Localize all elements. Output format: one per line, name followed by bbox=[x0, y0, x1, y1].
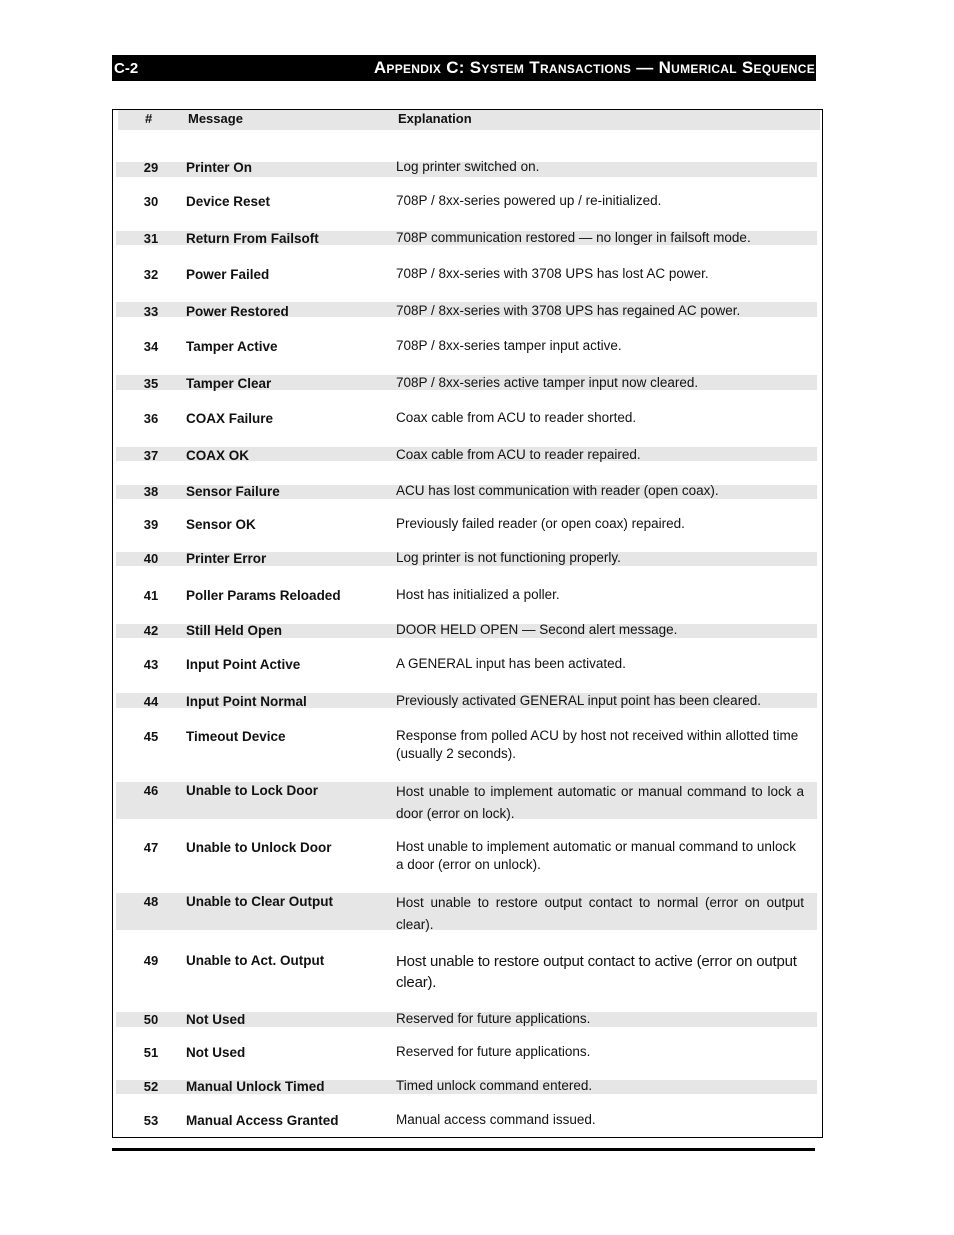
row-explanation: Host has initialized a poller. bbox=[396, 587, 560, 602]
row-number: 50 bbox=[143, 1012, 159, 1027]
row-explanation: Reserved for future applications. bbox=[396, 1011, 591, 1026]
row-explanation: 708P / 8xx-series with 3708 UPS has regained AC power. bbox=[396, 303, 741, 318]
row-message: Unable to Clear Output bbox=[186, 894, 334, 909]
row-explanation: ACU has lost communication with reader (open coax). bbox=[396, 483, 719, 498]
row-explanation: DOOR HELD OPEN — Second alert message. bbox=[396, 622, 678, 637]
row-number: 48 bbox=[143, 894, 159, 909]
row-explanation: Coax cable from ACU to reader repaired. bbox=[396, 447, 641, 462]
row-number: 36 bbox=[143, 411, 159, 426]
row-message: COAX OK bbox=[186, 448, 250, 463]
row-message: Printer On bbox=[186, 160, 253, 175]
row-number: 40 bbox=[143, 551, 159, 566]
row-message: Unable to Unlock Door bbox=[186, 840, 332, 855]
row-message: Not Used bbox=[186, 1012, 246, 1027]
row-message: Power Failed bbox=[186, 267, 270, 282]
row-message: Tamper Active bbox=[186, 339, 278, 354]
row-explanation: Host unable to implement automatic or manual command to lock a door (error on lock). bbox=[396, 784, 804, 821]
row-number: 45 bbox=[143, 729, 159, 744]
row-message: Timeout Device bbox=[186, 729, 286, 744]
row-message: Still Held Open bbox=[186, 623, 283, 638]
row-explanation: 708P / 8xx-series tamper input active. bbox=[396, 338, 622, 353]
row-explanation: Reserved for future applications. bbox=[396, 1044, 591, 1059]
row-number: 46 bbox=[143, 783, 159, 798]
row-number: 38 bbox=[143, 484, 159, 499]
row-number: 35 bbox=[143, 376, 159, 391]
row-number: 34 bbox=[143, 339, 159, 354]
row-message: Printer Error bbox=[186, 551, 267, 566]
row-message: Poller Params Reloaded bbox=[186, 588, 341, 603]
row-number: 47 bbox=[143, 840, 159, 855]
row-message: COAX Failure bbox=[186, 411, 274, 426]
row-number: 32 bbox=[143, 267, 159, 282]
row-message: Input Point Active bbox=[186, 657, 301, 672]
row-number: 42 bbox=[143, 623, 159, 638]
row-explanation: Host unable to implement automatic or manual command to unlock a door (error on unlock). bbox=[396, 839, 796, 872]
row-message: Manual Unlock Timed bbox=[186, 1079, 325, 1094]
column-header-number: # bbox=[145, 111, 153, 126]
row-explanation: A GENERAL input has been activated. bbox=[396, 656, 626, 671]
row-number: 52 bbox=[143, 1079, 159, 1094]
row-message: Manual Access Granted bbox=[186, 1113, 339, 1128]
row-explanation: Previously activated GENERAL input point has been cleared. bbox=[396, 693, 761, 708]
row-explanation: 708P / 8xx-series powered up / re-initialized. bbox=[396, 193, 662, 208]
row-number: 31 bbox=[143, 231, 159, 246]
row-explanation: Previously failed reader (or open coax) repaired. bbox=[396, 516, 685, 531]
row-message: Unable to Act. Output bbox=[186, 953, 325, 968]
row-explanation: Coax cable from ACU to reader shorted. bbox=[396, 410, 637, 425]
page-number: C-2 bbox=[114, 59, 139, 77]
row-explanation: 708P communication restored — no longer in failsoft mode. bbox=[396, 230, 751, 245]
row-message: Tamper Clear bbox=[186, 376, 272, 391]
row-explanation: Response from polled ACU by host not received within allotted time (usually 2 seconds). bbox=[396, 728, 799, 761]
row-number: 43 bbox=[143, 657, 159, 672]
column-header-explanation: Explanation bbox=[398, 111, 472, 126]
row-explanation: Log printer switched on. bbox=[396, 159, 540, 174]
row-message: Power Restored bbox=[186, 304, 289, 319]
row-message: Device Reset bbox=[186, 194, 271, 209]
page-header-bar bbox=[112, 55, 816, 81]
row-number: 37 bbox=[143, 448, 159, 463]
row-explanation: Host unable to restore output contact to normal (error on output clear). bbox=[396, 895, 804, 932]
page-title: Appendix C: System Transactions — Numerical Sequence bbox=[373, 58, 815, 77]
row-number: 53 bbox=[143, 1113, 159, 1128]
row-explanation: Timed unlock command entered. bbox=[396, 1078, 593, 1093]
row-message: Sensor Failure bbox=[186, 484, 280, 499]
row-message: Input Point Normal bbox=[186, 694, 307, 709]
row-explanation: 708P / 8xx-series with 3708 UPS has lost AC power. bbox=[396, 266, 709, 281]
row-number: 29 bbox=[143, 160, 159, 175]
row-number: 51 bbox=[143, 1045, 159, 1060]
footer-rule bbox=[112, 1148, 815, 1151]
row-explanation: 708P / 8xx-series active tamper input now cleared. bbox=[396, 375, 699, 390]
row-explanation: Manual access command issued. bbox=[396, 1112, 596, 1127]
row-number: 49 bbox=[143, 953, 159, 968]
row-number: 30 bbox=[143, 194, 159, 209]
row-explanation: Host unable to restore output contact to active (error on output clear). bbox=[396, 953, 797, 991]
row-number: 44 bbox=[143, 694, 159, 709]
row-number: 41 bbox=[143, 588, 159, 603]
row-explanation: Log printer is not functioning properly. bbox=[396, 550, 621, 565]
row-number: 39 bbox=[143, 517, 159, 532]
row-message: Unable to Lock Door bbox=[186, 783, 319, 798]
row-message: Not Used bbox=[186, 1045, 246, 1060]
row-number: 33 bbox=[143, 304, 159, 319]
row-message: Return From Failsoft bbox=[186, 231, 319, 246]
column-header-message: Message bbox=[188, 111, 243, 126]
row-message: Sensor OK bbox=[186, 517, 256, 532]
